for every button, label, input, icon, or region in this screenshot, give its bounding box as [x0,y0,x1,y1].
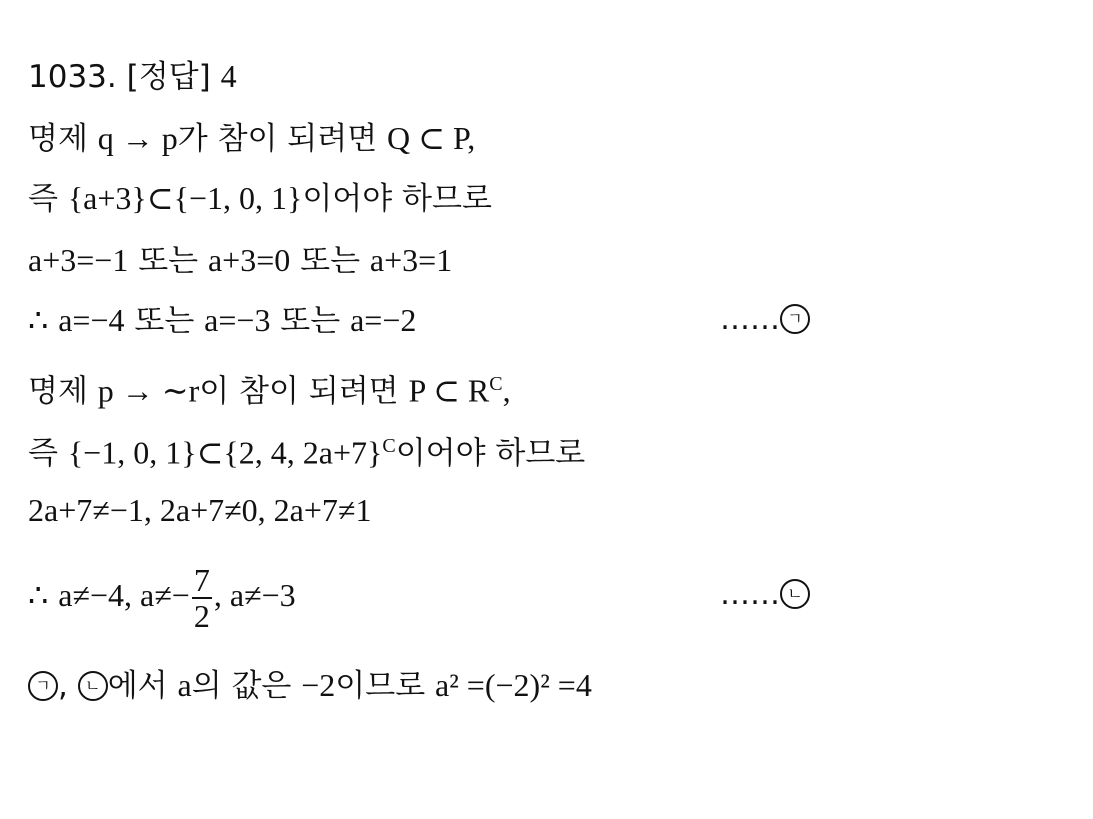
answer-label: [정답] [126,59,211,95]
text: 이므로 [335,668,426,704]
math: p → ∼r [97,372,200,409]
math: {−1, 0, 1}⊂{2, 4, 2a+7} [67,434,383,471]
solution-line-7 [28,426,585,473]
fraction [192,563,212,633]
therefore-symbol: ∴ [28,302,49,338]
equation-tag-1 [720,300,810,340]
text: 명제 [28,373,88,410]
circled-giyeok-label: ㄱ [28,671,58,701]
text: , [58,668,68,704]
math: , a≠−3 [213,577,296,613]
circled-giyeok-label: ㄱ [780,304,810,334]
answer-value: 4 [220,58,237,94]
math: P ⊂ R [408,372,490,409]
complement-superscript: C [382,435,396,457]
solution-line-5 [28,300,416,341]
text: 의 값은 [191,668,292,704]
math: , [502,372,511,409]
problem-number: 1033. [28,59,117,95]
therefore-symbol: ∴ [28,577,49,613]
math: −2 [301,667,336,703]
text: 또는 [138,243,199,279]
ellipsis: …… [720,577,780,612]
math: a+3=0 [207,242,291,278]
solution-line-2 [28,118,475,159]
denominator: 2 [193,597,210,634]
math: a² =(−2)² =4 [435,667,592,703]
solution-line-4 [28,240,452,281]
math: a+3=1 [369,242,453,278]
math: a [177,667,192,703]
math: a+3=−1 [28,242,129,278]
text: 또는 [280,303,341,339]
numerator: 7 [193,561,210,598]
text: 명제 [28,121,88,157]
text: 이어야 하므로 [395,435,586,472]
math: q → p [97,120,178,156]
solution-line-3 [28,178,492,219]
text: 또는 [134,303,195,339]
math: Q ⊂ P, [387,120,476,156]
math: a=−4 [58,302,125,338]
text: 즉 [28,435,58,472]
math: {a+3}⊂{−1, 0, 1} [67,180,303,216]
circled-nieun-label: ㄴ [780,579,810,609]
answer-header [28,56,237,97]
text: 즉 [28,181,58,217]
solution-line-6 [28,364,511,411]
equation-tag-2 [720,575,810,615]
math: a=−2 [350,302,417,338]
text: 가 참이 되려면 [177,121,378,157]
text: 이어야 하므로 [302,181,492,217]
circled-nieun-label: ㄴ [78,671,108,701]
math: a≠−4, a≠− [58,577,190,613]
text: 이 참이 되려면 [199,373,399,410]
solution-line-10 [28,665,592,706]
solution-line-8 [28,490,371,531]
math: 2a+7≠−1, 2a+7≠0, 2a+7≠1 [28,492,372,528]
math: a=−3 [204,302,271,338]
solution-line-9 [28,555,296,636]
ellipsis: …… [720,302,780,337]
text: 에서 [107,668,168,704]
text: 또는 [300,243,361,279]
complement-superscript: C [489,373,503,395]
